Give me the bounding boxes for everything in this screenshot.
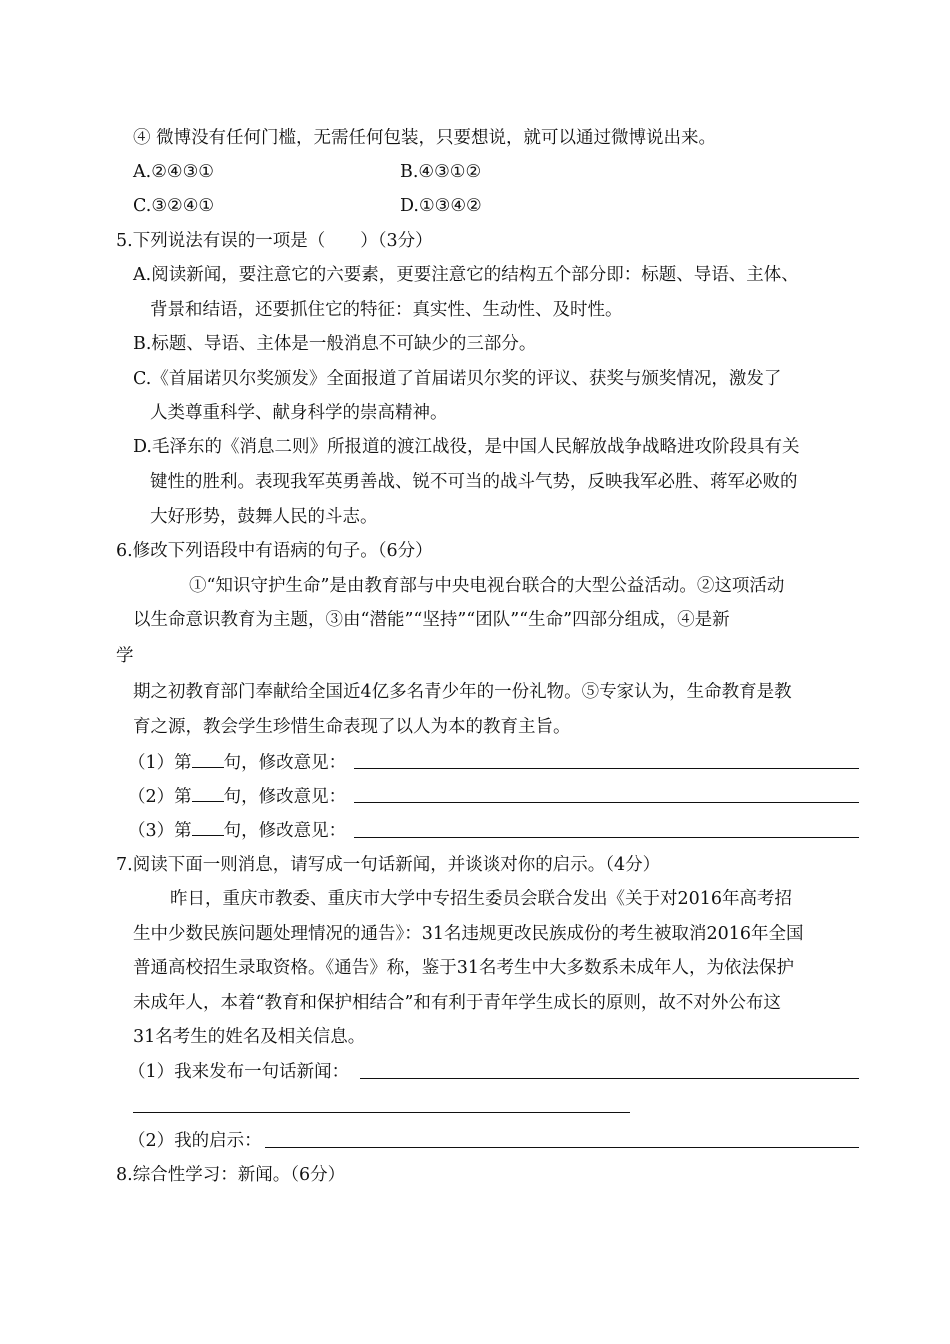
q6-passage-line3: 学 bbox=[116, 646, 134, 666]
q5-option-a-line1: A.阅读新闻，要注意它的六要素，更要注意它的结构五个部分即：标题、导语、主体、 bbox=[133, 265, 799, 285]
q6-answer-2-number-blank[interactable] bbox=[192, 784, 224, 802]
q5-option-d-line1: D.毛泽东的《消息二则》所报道的渡江战役，是中国人民解放战争战略进攻阶段具有关 bbox=[133, 437, 800, 457]
q4-option-b: B.④③①② bbox=[400, 162, 482, 182]
q6-answer-1-number-blank[interactable] bbox=[192, 750, 224, 768]
q4-option-c: C.③②④① bbox=[133, 196, 215, 216]
q5-option-d-line2: 键性的胜利。表现我军英勇善战、锐不可当的战斗气势，反映我军必胜、蒋军必败的 bbox=[150, 472, 798, 492]
q6-stem: 6.修改下列语段中有语病的句子。（6分） bbox=[116, 541, 433, 561]
q6-answer-1-mid: 句，修改意见： bbox=[223, 753, 347, 773]
q6-answer-1 bbox=[128, 750, 346, 775]
q4-option-d: D.①③④② bbox=[400, 196, 482, 216]
q7-passage-line4: 未成年人，本着“教育和保护相结合”和有利于青年学生成长的原则，故不对外公布这 bbox=[133, 993, 781, 1013]
q5-option-d-line3: 大好形势，鼓舞人民的斗志。 bbox=[150, 507, 378, 527]
q6-passage-line1: ①“知识守护生命”是由教育部与中央电视台联合的大型公益活动。②这项活动 bbox=[189, 576, 785, 596]
q6-answer-1-label: （1）第 bbox=[128, 753, 192, 773]
q6-answer-3-label: （3）第 bbox=[128, 821, 192, 841]
q7-passage-line3: 普通高校招生录取资格。《通告》称，鉴于31名考生中大多数系未成年人，为依法保护 bbox=[133, 958, 795, 978]
q5-option-b: B.标题、导语、主体是一般消息不可缺少的三部分。 bbox=[133, 334, 537, 354]
q6-answer-3 bbox=[128, 818, 346, 843]
q6-answer-3-number-blank[interactable] bbox=[192, 818, 224, 836]
q6-answer-1-line[interactable] bbox=[354, 768, 859, 769]
q5-option-a-line2: 背景和结语，还要抓住它的特征：真实性、生动性、及时性。 bbox=[150, 300, 623, 320]
q8-stem: 8.综合性学习：新闻。（6分） bbox=[116, 1165, 346, 1185]
q6-passage-line5: 育之源，教会学生珍惜生命表现了以人为本的教育主旨。 bbox=[133, 717, 571, 737]
q6-passage-line2: 以生命意识教育为主题，③由“潜能”“坚持”“团队”“生命”四部分组成，④是新 bbox=[133, 610, 730, 630]
q6-answer-2-mid: 句，修改意见： bbox=[223, 787, 347, 807]
q6-answer-3-line[interactable] bbox=[354, 837, 859, 838]
q6-answer-3-mid: 句，修改意见： bbox=[223, 821, 347, 841]
q7-answer-1-line-2[interactable] bbox=[133, 1112, 630, 1113]
q6-answer-2 bbox=[128, 784, 346, 809]
q6-answer-2-label: （2）第 bbox=[128, 787, 192, 807]
q5-option-c-line2: 人类尊重科学、献身科学的崇高精神。 bbox=[150, 403, 448, 423]
q6-passage-line4: 期之初教育部门奉献给全国近4亿多名青少年的一份礼物。⑤专家认为，生命教育是教 bbox=[133, 682, 792, 702]
q7-passage-line2: 生中少数民族问题处理情况的通告》：31名违规更改民族成份的考生被取消2016年全国 bbox=[133, 924, 804, 944]
q4-option-a: A.②④③① bbox=[133, 162, 214, 182]
q5-stem: 5.下列说法有误的一项是（ ）（3分） bbox=[116, 231, 433, 251]
q6-answer-2-line[interactable] bbox=[354, 802, 859, 803]
q7-answer-1-line[interactable] bbox=[360, 1078, 859, 1079]
q7-answer-1-label: （1）我来发布一句话新闻： bbox=[128, 1062, 350, 1082]
q7-passage-line1: 昨日，重庆市教委、重庆市大学中专招生委员会联合发出《关于对2016年高考招 bbox=[170, 889, 793, 909]
q7-answer-2-label: （2）我的启示： bbox=[128, 1131, 262, 1151]
q5-option-c-line1: C.《首届诺贝尔奖颁发》全面报道了首届诺贝尔奖的评议、获奖与颁奖情况，激发了 bbox=[133, 369, 782, 389]
q7-stem: 7.阅读下面一则消息，请写成一句话新闻，并谈谈对你的启示。（4分） bbox=[116, 855, 661, 875]
q7-answer-2-line[interactable] bbox=[265, 1147, 859, 1148]
q4-item-4: ④ 微博没有任何门槛，无需任何包装，只要想说，就可以通过微博说出来。 bbox=[133, 128, 717, 148]
q7-passage-line5: 31名考生的姓名及相关信息。 bbox=[133, 1027, 366, 1047]
